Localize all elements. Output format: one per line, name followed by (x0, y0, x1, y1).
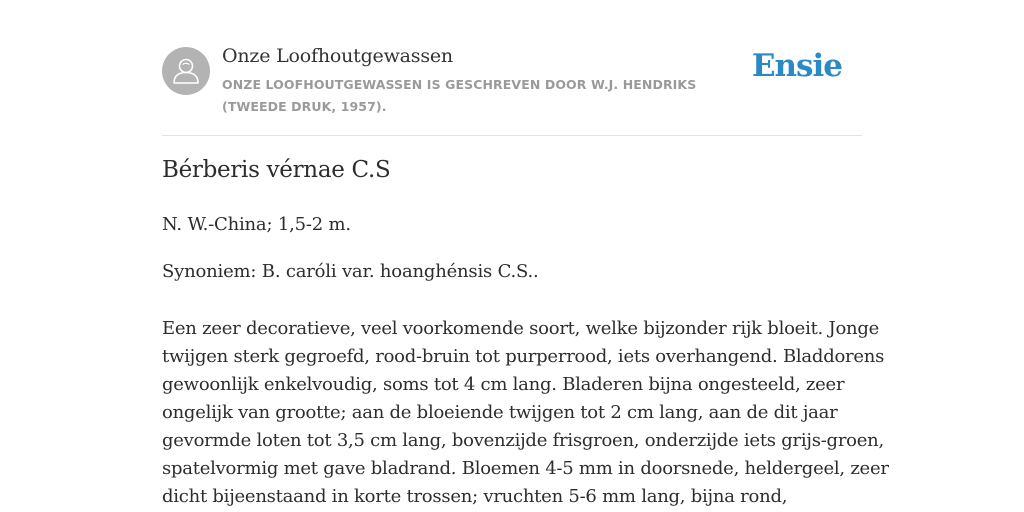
description-line: twijgen sterk gegroefd, rood-bruin tot purperrood, iets overhangend. Bladdorens (162, 346, 885, 367)
description-line: Een zeer decoratieve, veel voorkomende soort, welke bijzonder rijk bloeit. Jonge (162, 318, 880, 339)
source-header (162, 0, 862, 136)
entry-origin: N. W.-China; 1,5-2 m. (162, 214, 351, 235)
description-line: gewoonlijk enkelvoudig, soms tot 4 cm lang. Bladeren bijna ongesteeld, zeer (162, 374, 845, 395)
entry-synonym: Synoniem: B. caróli var. hoanghénsis C.S.. (162, 261, 539, 282)
user-placeholder-icon[interactable] (162, 47, 210, 95)
description-line: spatelvormig met gave bladrand. Bloemen 4-5 mm in doorsnede, heldergeel, zeer (162, 458, 889, 479)
ensie-logo[interactable]: Ensie (751, 48, 842, 84)
source-description: ONZE LOOFHOUTGEWASSEN IS GESCHREVEN DOOR W.J. HENDRIKS (TWEEDE DRUK, 1957). (222, 77, 697, 114)
page (162, 0, 889, 507)
source-title[interactable]: Onze Loofhoutgewassen (222, 45, 453, 67)
entry-description (162, 315, 889, 511)
description-line: gevormde loten tot 3,5 cm lang, bovenzijde frisgroen, onderzijde iets grijs-groen, (162, 430, 884, 451)
description-line: ongelijk van grootte; aan de bloeiende twijgen tot 2 cm lang, aan de dit jaar (162, 402, 838, 423)
entry-title: Bérberis vérnae C.S (162, 157, 391, 183)
description-line: dicht bijeenstaand in korte trossen; vruchten 5-6 mm lang, bijna rond, (162, 486, 788, 507)
